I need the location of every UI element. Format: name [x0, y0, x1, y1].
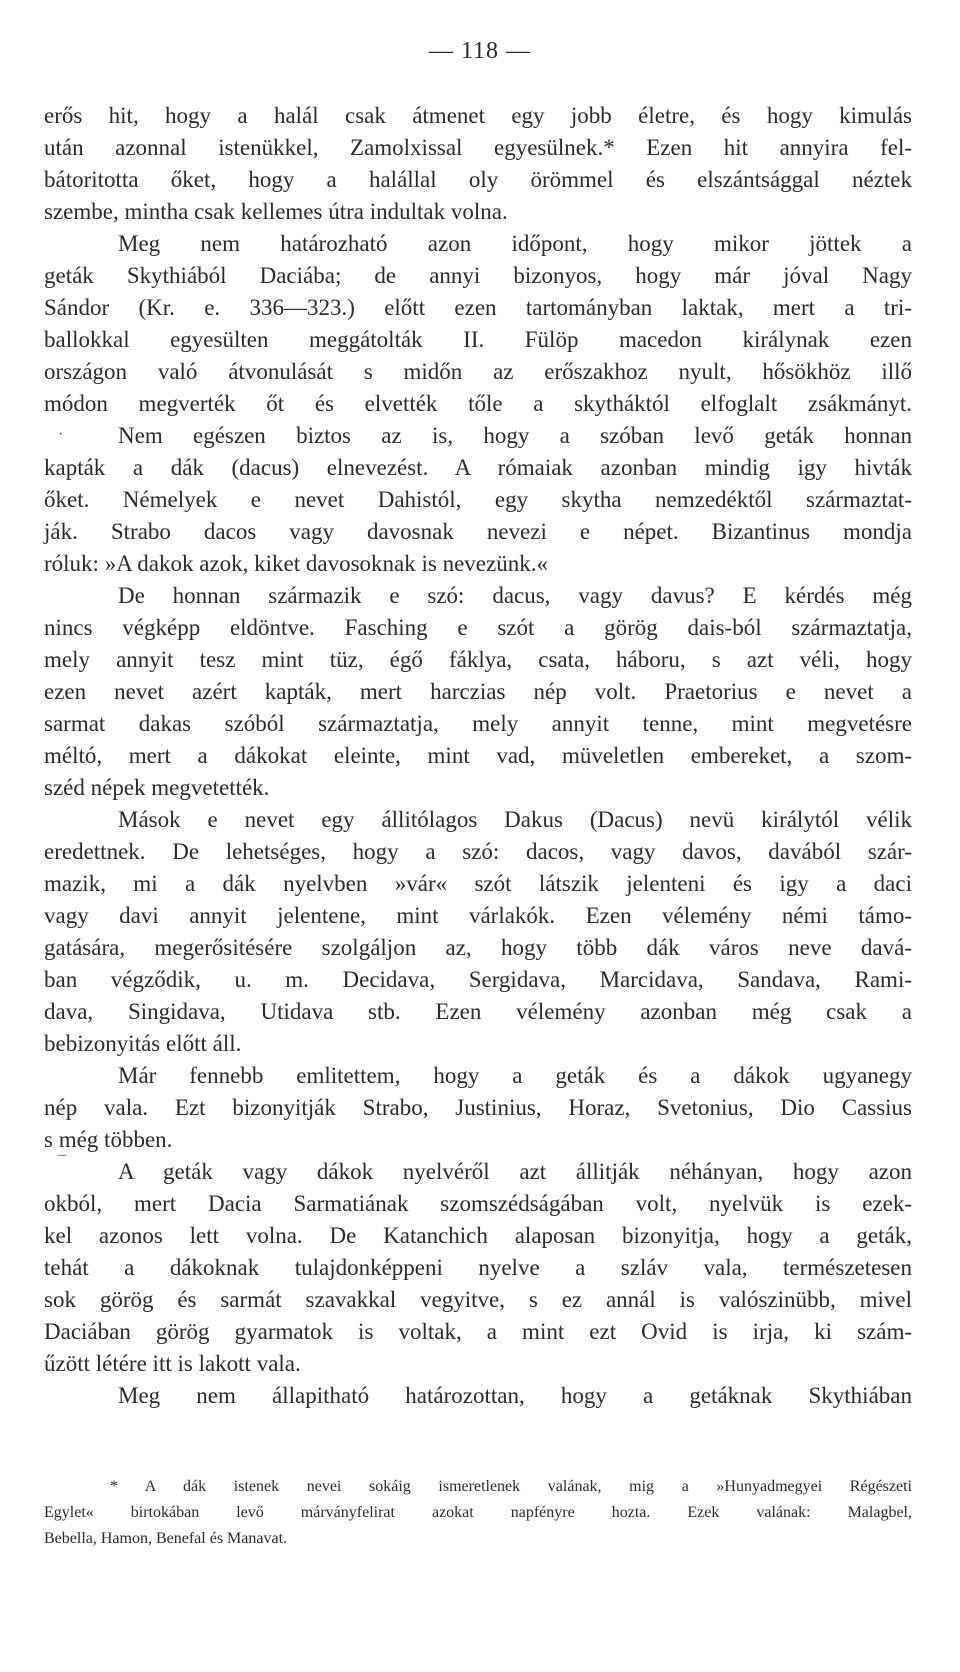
text-line: nép vala. Ezt bizonyitják Strabo, Justinius, Horaz, Svetonius, Dio Cassius [44, 1095, 912, 1120]
text-line: nincs végképp eldöntve. Fasching e szót a görög dais-ból származtatja, [44, 615, 912, 640]
text-line: szembe, mintha csak kellemes útra indultak volna. [44, 199, 508, 224]
text-line: után azonnal istenükkel, Zamolxissal egyesülnek.* Ezen hit annyira fel- [44, 135, 912, 160]
paragraph-start-line: Nem egészen biztos az is, hogy a szóban levő geták honnan [118, 423, 912, 448]
text-line: bebizonyitás előtt áll. [44, 1031, 242, 1056]
text-line: Daciában görög gyarmatok is voltak, a mint ezt Ovid is irja, ki szám- [44, 1319, 912, 1344]
text-line: bátoritotta őket, hogy a halállal oly örömmel és elszántsággal néztek [44, 167, 912, 192]
text-line: ban végződik, u. m. Decidava, Sergidava, Marcidava, Sandava, Rami- [44, 967, 912, 992]
paragraph-start-line: A geták vagy dákok nyelvéről azt állitják néhányan, hogy azon [118, 1159, 912, 1184]
text-line: ballokkal egyesülten meggátolták II. Fülöp macedon királynak ezen [44, 327, 912, 352]
page-number: — 118 — [428, 38, 532, 64]
text-line: mely annyit tesz mint tüz, égő fáklya, csata, háboru, s azt véli, hogy [44, 647, 912, 672]
margin-tick: ¯ [58, 1154, 66, 1171]
text-line: gatására, megerősitésére szolgáljon az, hogy több dák város neve davá- [44, 935, 912, 960]
text-line: módon megverték őt és elvették tőle a skytháktól elfoglalt zsákmányt. [44, 391, 912, 416]
text-line: őket. Némelyek e nevet Dahistól, egy skytha nemzedéktől származtat- [44, 487, 912, 512]
footnote-line: Bebella, Hamon, Benefal és Manavat. [44, 1530, 288, 1547]
paragraph-start-line: Meg nem határozható azon időpont, hogy mikor jöttek a [118, 231, 912, 256]
paragraph-start-line: Már fennebb emlitettem, hogy a geták és a dákok ugyanegy [118, 1063, 912, 1088]
text-line: méltó, mert a dákokat eleinte, mint vad, müveletlen embereket, a szom- [44, 743, 912, 768]
text-line: kapták a dák (dacus) elnevezést. A rómaiak azonban mindig igy hivták [44, 455, 912, 480]
text-line: dava, Singidava, Utidava stb. Ezen vélemény azonban még csak a [44, 999, 912, 1024]
text-line: Sándor (Kr. e. 336—323.) előtt ezen tartományban laktak, mert a tri- [44, 295, 912, 320]
text-line: országon való átvonulását s midőn az erőszakhoz nyult, hősökhöz illő [44, 359, 912, 384]
text-line: erős hit, hogy a halál csak átmenet egy jobb életre, és hogy kimulás [44, 103, 912, 128]
text-line: eredettnek. De lehetséges, hogy a szó: dacos, vagy davos, davából szár- [44, 839, 912, 864]
text-line: kel azonos lett volna. De Katanchich alaposan bizonyitja, hogy a geták, [44, 1223, 912, 1248]
text-line: széd népek megvetették. [44, 775, 270, 800]
text-line: ezen nevet azért kapták, mert harczias nép volt. Praetorius e nevet a [44, 679, 912, 704]
text-line: geták Skythiából Daciába; de annyi bizonyos, hogy már jóval Nagy [44, 263, 912, 288]
text-line: tehát a dákoknak tulajdonképpeni nyelve a szláv vala, természetesen [44, 1255, 912, 1280]
text-line: űzött létére itt is lakott vala. [44, 1351, 301, 1376]
text-line: vagy davi annyit jelentene, mint várlakók. Ezen vélemény némi támo- [44, 903, 912, 928]
text-line: mazik, mi a dák nyelvben »vár« szót látszik jelenteni és igy a daci [44, 871, 912, 896]
margin-dot: · [58, 426, 64, 443]
text-line: okból, mert Dacia Sarmatiának szomszédságában volt, nyelvük is ezek- [44, 1191, 912, 1216]
text-line: róluk: »A dakok azok, kiket davosoknak is nevezünk.« [44, 551, 548, 576]
paragraph-start-line: De honnan származik e szó: dacus, vagy davus? E kérdés még [118, 583, 912, 608]
paragraph-start-line: Meg nem állapitható határozottan, hogy a getáknak Skythiában [118, 1383, 912, 1408]
text-line: ják. Strabo dacos vagy davosnak nevezi e népet. Bizantinus mondja [44, 519, 912, 544]
footnote-line: * A dák istenek nevei sokáig ismeretlenek valának, mig a »Hunyadmegyei Régészeti [110, 1478, 912, 1495]
text-line: sarmat dakas szóból származtatja, mely annyit tenne, mint megvetésre [44, 711, 912, 736]
footnote-line: Egylet« birtokában levő márványfelirat azokat napfényre hozta. Ezek valának: Malagbel, [44, 1504, 912, 1521]
paragraph-start-line: Mások e nevet egy állitólagos Dakus (Dacus) nevü királytól vélik [118, 807, 912, 832]
text-line: s még többen. [44, 1127, 173, 1152]
text-line: sok görög és sarmát szavakkal vegyitve, s ez annál is valószinübb, mivel [44, 1287, 912, 1312]
